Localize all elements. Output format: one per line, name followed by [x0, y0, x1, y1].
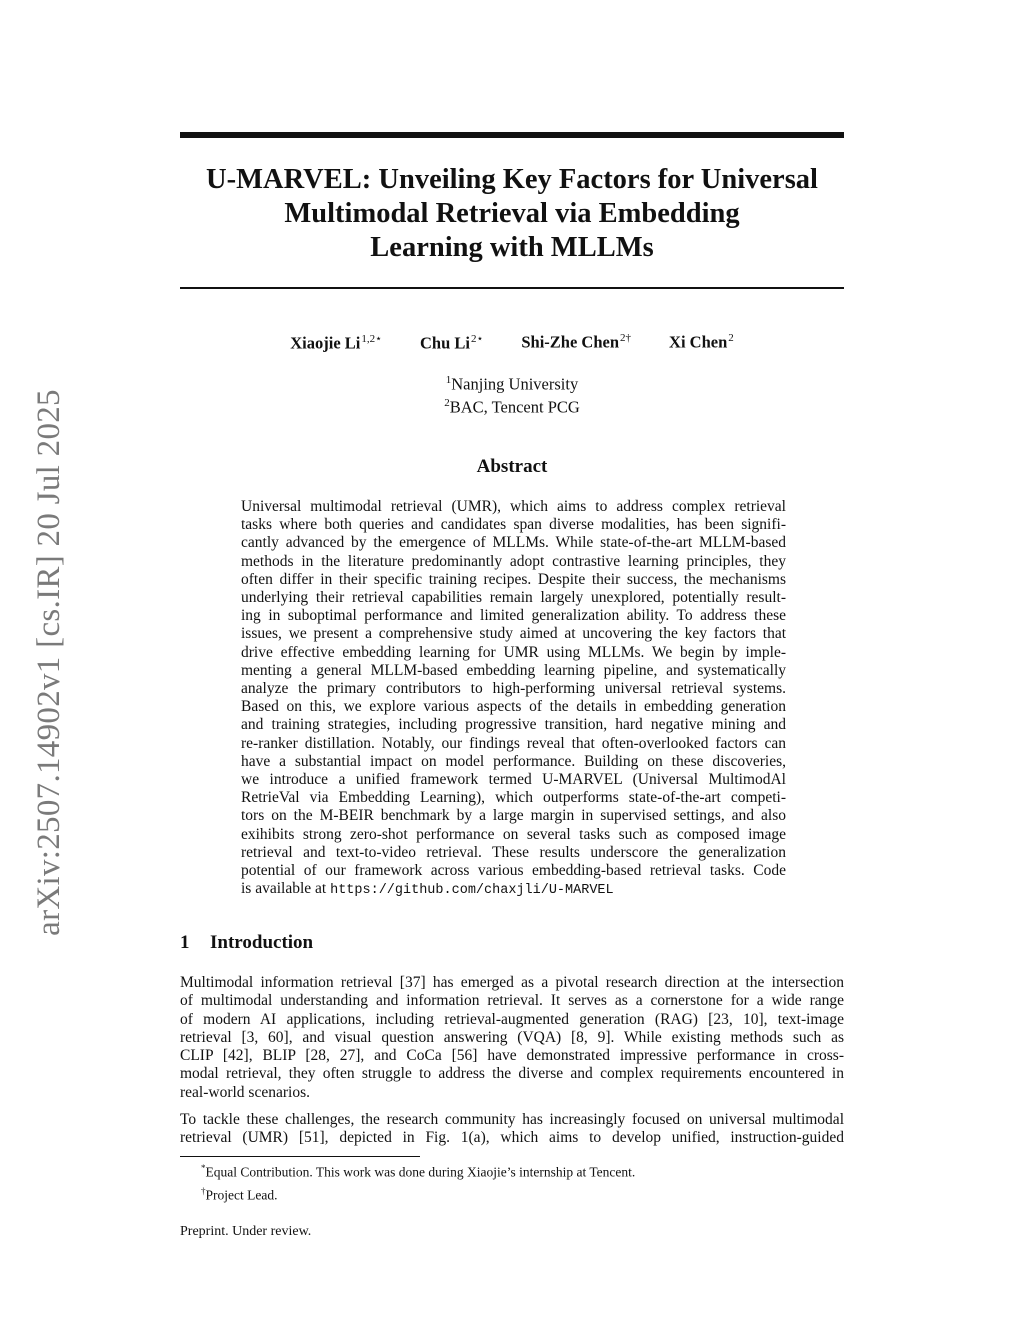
abstract-line: menting a general MLLM-based embedding learning pipeline, and systematically: [241, 661, 786, 679]
footnotes: [201, 1159, 841, 1205]
abstract-line: retrieval and text-to-video retrieval. These results underscore the generalization: [241, 843, 786, 861]
abstract-line: RetrieVal via Embedding Learning), which outperforms state-of-the-art competi-: [241, 789, 786, 807]
affiliation: [180, 371, 844, 394]
author-name: Xiaojie Li: [290, 333, 361, 353]
title-line: U-MARVEL: Unveiling Key Factors for Universal: [206, 164, 818, 195]
affiliation-mark: 1: [445, 374, 452, 386]
footnote-mark: †: [201, 1186, 206, 1196]
abstract-line: underlying their retrieval capabilities remain largely unexplored, potentially result-: [241, 589, 786, 607]
paragraph-line: Multimodal information retrieval [37] has emerged as a pivotal research direction at the intersection: [180, 974, 844, 991]
abstract-line: and training strategies, including progressive transition, hard negative mining and: [241, 716, 786, 734]
section-title: Introduction: [210, 932, 314, 953]
paragraph-line: modal retrieval, they often struggle to address the diverse and complex requirements encountered in: [180, 1065, 844, 1083]
author: [290, 332, 382, 354]
author-name: Shi-Zhe Chen: [521, 332, 620, 352]
author-marks: 2⋆: [470, 333, 484, 345]
abstract-heading: Abstract: [476, 456, 548, 477]
title-line: Learning with MLLMs: [370, 232, 654, 263]
author-list: [180, 332, 844, 354]
paragraph-line: of multimodal understanding and information retrieval. It serves as a cornerstone for a wide range: [180, 992, 844, 1010]
abstract-body: [241, 498, 786, 900]
section-number: 1: [180, 932, 190, 953]
abstract-line: cantly advanced by the emergence of MLLMs. While state-of-the-art MLLM-based: [241, 534, 786, 552]
affiliation: [180, 394, 844, 417]
code-prefix: is available at: [241, 880, 331, 898]
affiliation-text: Nanjing University: [451, 374, 579, 394]
abstract-line: often differ in their specific training recipes. Despite their success, the mechanisms: [241, 570, 786, 588]
author: [420, 332, 483, 354]
paragraph-line: real-world scenarios.: [180, 1083, 310, 1101]
abstract-line: tasks where both queries and candidates span diverse modalities, has been signifi-: [241, 516, 786, 534]
paragraph-line: of modern AI applications, including retrieval-augmented generation (RAG) [23, 10], text-image: [180, 1010, 844, 1028]
arxiv-sidebar: [29, 380, 69, 945]
footnote-text: Project Lead.: [205, 1187, 278, 1203]
affiliations: [180, 371, 844, 416]
title-bottom-rule: [180, 287, 844, 289]
abstract-line: Universal multimodal retrieval (UMR), which aims to address complex retrieval: [241, 498, 786, 515]
abstract-line: tors on the M-BEIR benchmark by a large margin in supervised settings, and also: [241, 807, 786, 825]
author-marks: 2†: [620, 332, 632, 344]
paragraph-line: To tackle these challenges, the research community has increasingly focused on universal multimodal: [180, 1111, 844, 1128]
paper-title: [180, 163, 844, 265]
paragraph-line: CLIP [42], BLIP [28, 27], and CoCa [56] have demonstrated impressive performance in cross-: [180, 1047, 844, 1065]
title-top-rule: [180, 132, 844, 138]
page-footer: Preprint. Under review.: [180, 1224, 312, 1239]
abstract-line: re-ranker distillation. Notably, our findings reveal that often-overlooked factors can: [241, 734, 786, 752]
section-heading: [180, 932, 844, 954]
intro-paragraph-1: [180, 974, 844, 1102]
author-name: Chu Li: [420, 333, 470, 353]
footnote-mark: *: [201, 1163, 206, 1173]
author-name: Xi Chen: [669, 332, 728, 352]
intro-paragraph-2: [180, 1111, 844, 1148]
footnote: [201, 1159, 841, 1182]
footnote-rule: [180, 1156, 420, 1157]
arxiv-identifier: arXiv:2507.14902v1 [cs.IR] 20 Jul 2025: [30, 389, 67, 936]
abstract-line: ing in suboptimal performance and limited generalization ability. To address these: [241, 607, 786, 625]
abstract-line: Based on this, we explore various aspects of the details in embedding generation: [241, 698, 786, 716]
affiliation-text: BAC, Tencent PCG: [449, 397, 580, 416]
title-line: Multimodal Retrieval via Embedding: [284, 198, 740, 229]
paragraph-line: retrieval (UMR) [51], depicted in Fig. 1(a), which aims to develop unified, instruction-guided: [180, 1129, 844, 1147]
abstract-line: exihibits strong zero-shot performance on several tasks such as composed image: [241, 825, 786, 843]
abstract-line: methods in the literature predominantly adopt contrastive learning principles, they: [241, 552, 786, 570]
abstract-line: potential of our framework across various embedding-based retrieval tasks. Code: [241, 862, 786, 880]
abstract-line: drive effective embedding learning for UMR using MLLMs. We begin by imple-: [241, 643, 786, 661]
footnote: [201, 1182, 841, 1205]
abstract-line: have a substantial impact on model performance. Building on these discoveries,: [241, 752, 786, 770]
paragraph-line: retrieval [3, 60], and visual question answering (VQA) [8, 9]. While existing methods such as: [180, 1028, 844, 1046]
author-marks: 1,2⋆: [361, 333, 382, 345]
author: [669, 332, 734, 354]
abstract-line: [241, 880, 786, 900]
abstract-line: we introduce a unified framework termed U-MARVEL (Universal MultimodAl: [241, 771, 786, 789]
affiliation-mark: 2: [444, 396, 450, 409]
author-marks: 2: [728, 332, 734, 344]
author: [521, 332, 631, 354]
abstract-line: analyze the primary contributors to high-performing universal retrieval systems.: [241, 680, 786, 698]
footnote-text: Equal Contribution. This work was done during Xiaojie’s internship at Tencent.: [205, 1164, 636, 1180]
code-link[interactable]: https://github.com/chaxjli/U-MARVEL: [330, 883, 614, 899]
abstract-line: issues, we present a comprehensive study aimed at uncovering the key factors that: [241, 625, 786, 643]
